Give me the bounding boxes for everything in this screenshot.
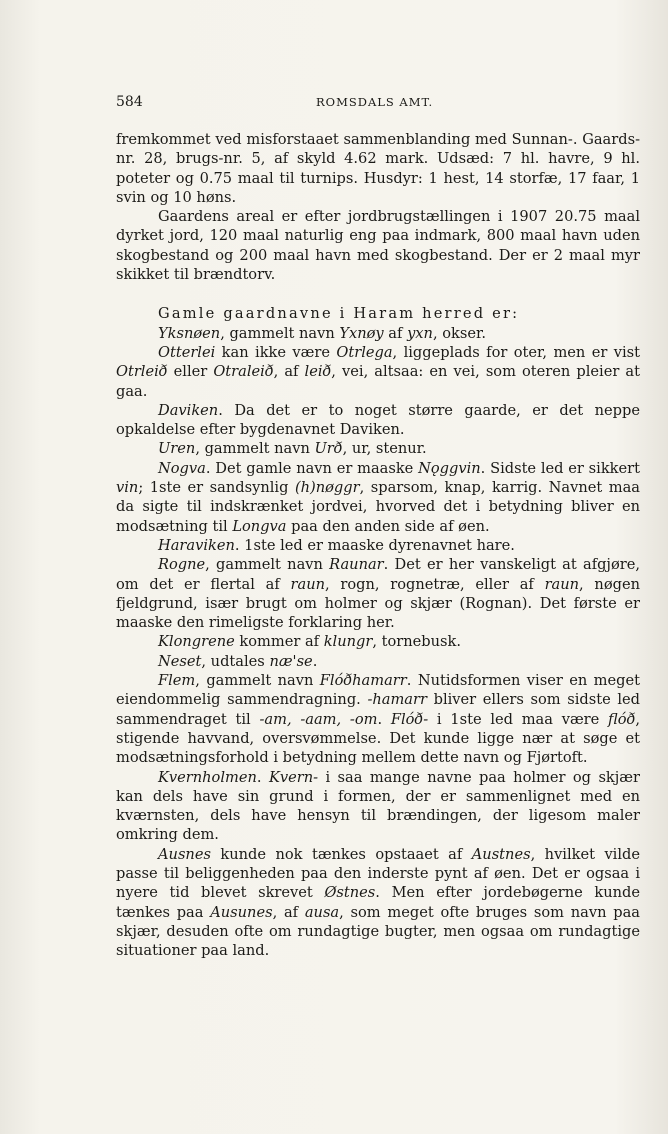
text-run: i 1ste led maa være bbox=[428, 710, 609, 728]
place-name: Nǫggvin bbox=[418, 459, 481, 477]
place-name: Flóð- bbox=[390, 710, 429, 728]
place-name: -hamarr bbox=[367, 691, 427, 709]
place-name: Kvernholmen bbox=[158, 768, 257, 786]
text-run: . bbox=[377, 710, 391, 728]
page-number: 584 bbox=[116, 94, 143, 110]
entry-ausnes bbox=[116, 845, 640, 961]
text-run: kunde nok tænkes opstaaet af bbox=[210, 845, 472, 863]
text-run: , nøgen fjeldgrund, især brugt om holmer og skjær (Rognan). Det første er maaske den rimeligste forklaring her. bbox=[116, 575, 640, 632]
paragraph-farm-area: Gaardens areal er efter jordbrugstællingen i 1907 20.75 maal dyrket jord, 120 maal naturlig eng paa indmark, 800 maal havn uden skogbestand og 200 maal havn med skogbestand. Der er 2 maal myr skikket til brændtorv. bbox=[116, 208, 640, 284]
place-name: ausa bbox=[304, 903, 340, 921]
entry-daviken bbox=[116, 401, 640, 440]
place-name: raun bbox=[290, 575, 325, 593]
place-name: Østnes bbox=[324, 884, 376, 902]
place-name: Longva bbox=[232, 517, 287, 535]
text-run: bliver ellers som sidste led sammendraget til bbox=[116, 691, 640, 728]
place-name: Yksnøen bbox=[158, 324, 221, 342]
place-name: Otraleið bbox=[213, 363, 274, 381]
entry-otterlei bbox=[116, 343, 640, 401]
text-run: . Sidste led er sikkert bbox=[480, 459, 640, 477]
text-run: kommer af bbox=[234, 633, 324, 651]
place-name: Haraviken bbox=[158, 536, 235, 554]
text-run: , stigende havvand, oversvømmelse. Det kunde ligge nær at søge et modsætningsforhold i betydning mellem dette navn og Fjørtoft. bbox=[116, 710, 640, 767]
place-name: Neset bbox=[158, 652, 202, 670]
place-name: Austnes bbox=[471, 845, 531, 863]
place-name: Urð bbox=[314, 440, 343, 458]
section-heading: Gamle gaardnavne i Haram herred er: bbox=[158, 305, 520, 323]
place-name: klungr bbox=[323, 633, 373, 651]
place-name: vin bbox=[116, 479, 139, 497]
entry-flem bbox=[116, 671, 640, 767]
place-name: Otterlei bbox=[158, 343, 216, 361]
text-run: paa den anden side af øen. bbox=[286, 517, 490, 535]
text-run: . Det er her vanskeligt at afgjøre, om det er flertal af bbox=[116, 556, 640, 593]
entry-klongrene bbox=[116, 632, 640, 651]
text-run: , gammelt navn bbox=[220, 324, 340, 342]
place-name: -am, -aam, -om bbox=[259, 710, 378, 728]
text-run: . bbox=[312, 652, 318, 670]
text-run: . 1ste led er maaske dyrenavnet hare. bbox=[234, 536, 515, 554]
text-run: eller bbox=[167, 363, 214, 381]
entry-nogva bbox=[116, 459, 640, 536]
paragraph-farm-details: fremkommet ved misforstaaet sammenblanding med Sunnan-. Gaards-nr. 28, brugs-nr. 5, af skyld 4.62 mark. Udsæd: 7 hl. havre, 9 hl. poteter og 0.75 maal til turnips. Husdyr: 1 hest, 14 storfæ, 17 faar, 1 svin og 10 høns. bbox=[116, 131, 640, 206]
entry-uren bbox=[116, 439, 640, 458]
text-run: , hvilket vilde passe til beliggenheden paa den inderste pynt af øen. Det er ogsaa i nyere tid blevet skrevet bbox=[116, 845, 640, 902]
text-run: , af bbox=[272, 903, 305, 921]
text-run: , udtales bbox=[201, 652, 270, 670]
place-name: yxn bbox=[407, 324, 433, 342]
text-run: , sparsom, knap, karrig. Navnet maa da sigte til indskrænket jordvei, hvorved det i betydning bliver en modsætning til bbox=[116, 479, 640, 535]
place-name: Raunar bbox=[329, 556, 384, 574]
section-gap bbox=[116, 284, 640, 304]
text-run: , af bbox=[273, 363, 305, 381]
text-run: , gammelt navn bbox=[195, 440, 315, 458]
entry-rogne bbox=[116, 555, 640, 632]
running-title: ROMSDALS AMT. bbox=[316, 95, 434, 109]
place-name: Ausnes bbox=[158, 845, 211, 863]
place-name: næ'se bbox=[269, 652, 313, 670]
text-run: . Det gamle navn er maaske bbox=[205, 459, 419, 477]
entry-neset bbox=[116, 652, 640, 671]
text-run: , vei, altsaa: en vei, som oteren pleier at gaa. bbox=[116, 363, 640, 400]
text-run: . Men efter jordebøgerne kunde tænkes paa bbox=[116, 884, 640, 921]
text-run: , rogn, rognetræ, eller af bbox=[325, 575, 545, 593]
place-name: Daviken bbox=[158, 401, 219, 419]
place-name: Yxnøy bbox=[339, 324, 384, 342]
text-run: , liggeplads for oter, men er vist bbox=[392, 343, 640, 361]
entry-haraviken bbox=[116, 536, 640, 555]
place-name: Otrlega bbox=[336, 343, 393, 361]
entry-yksnoen bbox=[116, 324, 640, 343]
text-run: , tornebusk. bbox=[372, 633, 461, 651]
text-run: ; 1ste er sandsynlig bbox=[138, 479, 295, 497]
text-run: . Da det er to noget større gaarde, er det neppe opkaldelse efter bygdenavnet Daviken. bbox=[116, 401, 640, 439]
place-name: Rogne bbox=[158, 556, 206, 574]
place-name: Flem bbox=[158, 672, 196, 690]
text-run: i saa mange navne paa holmer og skjær kan dels have sin grund i formen, der er sammenlignet med en kværnsten, dels have hensyn til brændingen, der ligesom maler omkring dem. bbox=[116, 768, 640, 844]
text-run: , som meget ofte bruges som navn paa skjær, desuden ofte om rundagtige bugter, men ogsaa om rundagtige situationer paa land. bbox=[116, 903, 640, 960]
entry-kvernholmen bbox=[116, 768, 640, 845]
body-text bbox=[116, 130, 640, 960]
place-name: Flóðhamarr bbox=[319, 672, 407, 690]
place-name: leið bbox=[304, 363, 332, 381]
place-name: Ausunes bbox=[210, 903, 273, 921]
place-name: Klongrene bbox=[158, 633, 235, 651]
place-name: (h)nøggr bbox=[294, 479, 360, 497]
place-name: Nogva bbox=[158, 459, 206, 477]
text-run: , okser. bbox=[432, 324, 486, 342]
text-run: . bbox=[256, 768, 269, 786]
page-header bbox=[116, 94, 640, 114]
text-run: kan ikke være bbox=[215, 343, 337, 361]
text-run: , gammelt navn bbox=[195, 672, 320, 690]
text-run: af bbox=[383, 324, 408, 342]
place-name: Uren bbox=[158, 440, 196, 458]
text-run: . Nutidsformen viser en meget eiendommelig sammendragning. bbox=[116, 672, 640, 709]
place-name: raun bbox=[544, 575, 580, 593]
place-name: Kvern- bbox=[268, 768, 319, 786]
text-run: , gammelt navn bbox=[205, 556, 330, 574]
text-run: , ur, stenur. bbox=[342, 440, 427, 458]
place-name: flóð bbox=[608, 710, 636, 728]
place-name: Otrleið bbox=[116, 363, 168, 381]
